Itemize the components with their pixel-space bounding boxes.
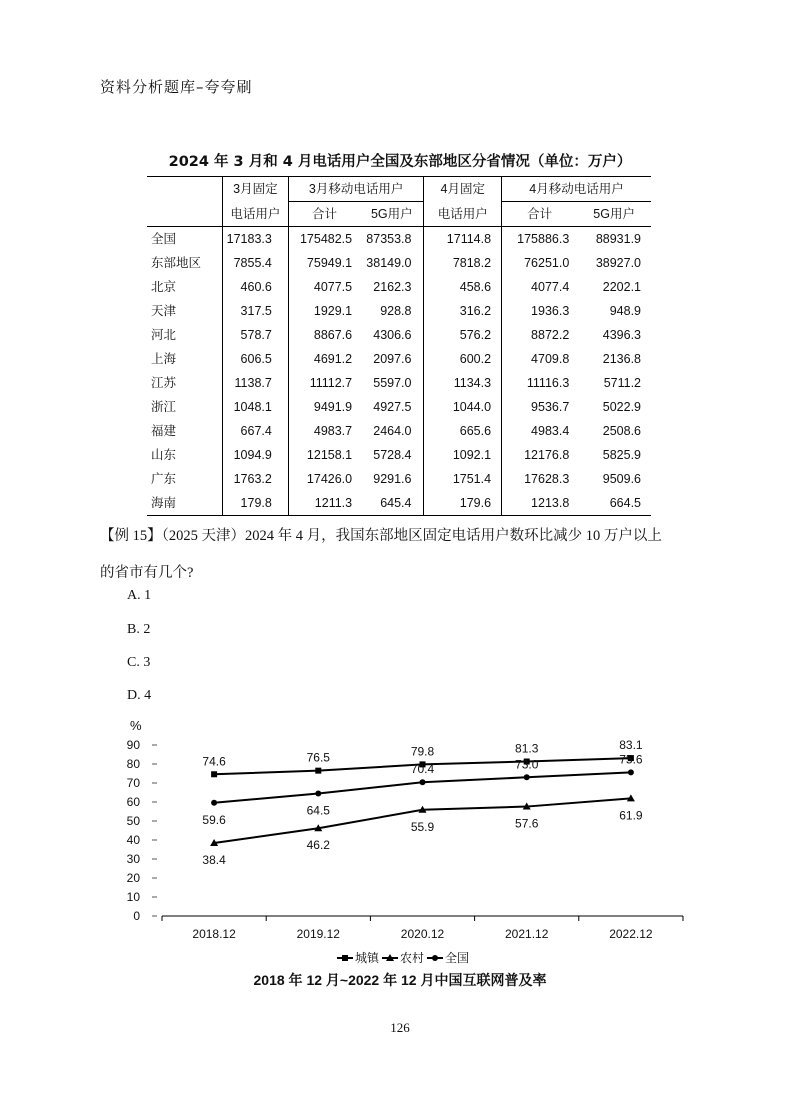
table-cell: 1138.7	[222, 371, 288, 395]
data-point	[315, 768, 321, 774]
table-cell: 8872.2	[502, 323, 578, 347]
table-cell: 11112.7	[288, 371, 360, 395]
data-label: 70.4	[410, 762, 435, 777]
table-cell: 38149.0	[366, 256, 412, 270]
table-row	[147, 395, 651, 419]
internet-penetration-chart	[0, 700, 800, 1000]
col-sub-header: 5G用户	[593, 207, 635, 221]
question-line: 的省市有几个?	[100, 565, 194, 581]
table-cell: 1092.1	[424, 443, 502, 467]
data-label: 74.6	[202, 754, 226, 769]
row-label: 全国	[151, 232, 177, 246]
table-cell: 8867.6	[288, 323, 360, 347]
table-cell: 928.8	[380, 304, 412, 318]
table-cell: 38927.0	[595, 256, 641, 270]
table-cell: 9536.7	[502, 395, 578, 419]
table-cell: 1044.0	[424, 395, 502, 419]
table-cell: 645.4	[380, 496, 412, 510]
y-tick-label: 80	[126, 757, 140, 771]
table-cell: 664.5	[609, 496, 641, 510]
x-tick-label: 2022.12	[609, 927, 653, 941]
table-cell: 458.6	[424, 275, 502, 299]
x-tick-label: 2018.12	[192, 927, 236, 941]
table-cell: 1763.2	[222, 467, 288, 491]
y-tick-label: 60	[126, 795, 140, 809]
table-cell: 1213.8	[502, 491, 578, 516]
data-label: 79.8	[410, 744, 435, 759]
row-label: 上海	[151, 352, 177, 366]
table-cell: 179.8	[222, 491, 288, 516]
option-b: B. 2	[127, 622, 151, 637]
table-cell: 316.2	[424, 299, 502, 323]
data-label: 75.6	[619, 752, 643, 767]
option-a: A. 1	[127, 588, 152, 603]
data-label: 76.5	[306, 750, 330, 765]
table-cell: 2136.8	[602, 352, 641, 366]
y-tick-label: 30	[126, 852, 140, 866]
table-row	[147, 251, 651, 275]
table-cell: 1048.1	[222, 395, 288, 419]
table-cell: 2202.1	[602, 280, 641, 294]
legend-marker	[432, 955, 438, 961]
table-cell: 460.6	[222, 275, 288, 299]
table-cell: 4927.5	[373, 400, 412, 414]
row-label: 海南	[151, 496, 177, 510]
data-label: 73.0	[515, 757, 539, 772]
row-label: 广东	[151, 472, 177, 486]
row-label: 天津	[151, 304, 177, 318]
y-tick-label: 50	[126, 814, 140, 828]
table-cell: 4983.4	[502, 419, 578, 443]
y-tick-label: 40	[126, 833, 140, 847]
data-label: 55.9	[410, 819, 435, 834]
table-row	[147, 443, 651, 467]
table-row	[147, 371, 651, 395]
y-axis-label: %	[130, 718, 142, 733]
table-row	[147, 299, 651, 323]
table-row	[147, 275, 651, 299]
data-label: 57.6	[515, 816, 539, 831]
table-cell: 4077.5	[288, 275, 360, 299]
table-cell: 665.6	[424, 419, 502, 443]
table-title: 2024 年 3 月和 4 月电话用户全国及东部地区分省情况（单位：万户）	[168, 154, 632, 170]
data-point	[420, 779, 426, 785]
row-label: 北京	[151, 280, 177, 294]
table-cell: 75949.1	[288, 251, 360, 275]
table-cell: 317.5	[222, 299, 288, 323]
data-label: 46.2	[306, 838, 330, 853]
data-label: 64.5	[306, 803, 330, 818]
table-cell: 948.9	[609, 304, 641, 318]
col-sub-header: 电话用户	[222, 202, 288, 227]
table-cell: 5825.9	[602, 448, 641, 462]
table-cell: 11116.3	[502, 371, 578, 395]
row-label: 江苏	[151, 376, 177, 390]
table-cell: 9509.6	[602, 472, 641, 486]
table-cell: 12176.8	[502, 443, 578, 467]
table-cell: 12158.1	[288, 443, 360, 467]
table-cell: 4983.7	[288, 419, 360, 443]
corner-cell	[147, 202, 222, 227]
y-tick-label: 20	[126, 871, 140, 885]
data-label: 59.6	[202, 812, 226, 827]
table-row	[147, 467, 651, 491]
y-tick-label: 0	[133, 909, 140, 923]
table-cell: 17628.3	[502, 467, 578, 491]
table-cell: 1929.1	[288, 299, 360, 323]
data-point	[211, 800, 217, 806]
table-row	[147, 491, 651, 516]
col-sub-header: 合计	[288, 202, 360, 227]
row-label: 东部地区	[151, 256, 202, 270]
table-cell: 76251.0	[502, 251, 578, 275]
row-label: 山东	[151, 448, 177, 462]
table-cell: 179.6	[424, 491, 502, 516]
table-cell: 87353.8	[366, 232, 412, 246]
table-cell: 2097.6	[373, 352, 412, 366]
table-cell: 7818.2	[424, 251, 502, 275]
table-cell: 2464.0	[373, 424, 412, 438]
chart-title: 2018 年 12 月~2022 年 12 月中国互联网普及率	[253, 972, 547, 988]
corner-cell	[147, 177, 222, 202]
table-cell: 4306.6	[373, 328, 412, 342]
y-tick-label: 90	[126, 738, 140, 752]
question-line: 【例 15】（2025 天津）2024 年 4 月，我国东部地区固定电话用户数环比减少 10 万户以上	[100, 528, 662, 544]
row-label: 浙江	[151, 400, 177, 414]
table-cell: 7855.4	[222, 251, 288, 275]
page-header: 资料分析题库–夸夸刷	[100, 78, 253, 96]
y-tick-label: 10	[126, 890, 140, 904]
table-cell: 576.2	[424, 323, 502, 347]
table-cell: 4691.2	[288, 347, 360, 371]
data-point	[628, 769, 634, 775]
data-label: 81.3	[515, 741, 539, 756]
phone-users-table	[147, 176, 651, 516]
table-cell: 5597.0	[373, 376, 412, 390]
table-cell: 606.5	[222, 347, 288, 371]
table-cell: 4077.4	[502, 275, 578, 299]
table-row	[147, 419, 651, 443]
row-label: 河北	[151, 328, 177, 342]
table-cell: 175886.3	[502, 227, 578, 252]
question-text	[100, 518, 710, 592]
data-point	[524, 774, 530, 780]
table-cell: 4709.8	[502, 347, 578, 371]
table-cell: 1751.4	[424, 467, 502, 491]
col-group-header: 4月固定	[424, 177, 502, 202]
table-cell: 1134.3	[424, 371, 502, 395]
table-cell: 600.2	[424, 347, 502, 371]
x-tick-label: 2020.12	[400, 927, 445, 941]
table-cell: 1211.3	[288, 491, 360, 516]
table-cell: 5022.9	[602, 400, 641, 414]
col-sub-header: 5G用户	[370, 207, 413, 221]
legend-label: 城镇	[355, 951, 380, 965]
table-row	[147, 227, 651, 252]
table-cell: 1094.9	[222, 443, 288, 467]
legend-label: 全国	[445, 951, 470, 965]
col-sub-header: 电话用户	[424, 202, 502, 227]
row-label: 福建	[151, 424, 177, 438]
table-cell: 175482.5	[288, 227, 360, 252]
data-point	[211, 771, 217, 777]
table-cell: 2508.6	[602, 424, 641, 438]
table-cell: 17426.0	[288, 467, 360, 491]
col-sub-header: 合计	[502, 202, 578, 227]
table-cell: 9491.9	[288, 395, 360, 419]
data-label: 38.4	[202, 853, 226, 868]
table-row	[147, 323, 651, 347]
table-cell: 9291.6	[373, 472, 412, 486]
table-cell: 2162.3	[373, 280, 412, 294]
table-cell: 4396.3	[602, 328, 641, 342]
option-d: D. 4	[127, 688, 152, 703]
data-label: 61.9	[619, 808, 643, 823]
table-cell: 1936.3	[502, 299, 578, 323]
x-tick-label: 2021.12	[505, 927, 549, 941]
table-cell: 5711.2	[603, 376, 641, 390]
legend-marker	[342, 955, 348, 961]
data-label: 83.1	[619, 738, 643, 753]
table-cell: 88931.9	[595, 232, 641, 246]
legend-label: 农村	[400, 951, 425, 965]
page-number: 126	[390, 1020, 410, 1035]
data-point	[315, 790, 321, 796]
x-tick-label: 2019.12	[296, 927, 340, 941]
table-cell: 667.4	[222, 419, 288, 443]
col-group-header: 4月移动电话用户	[502, 177, 651, 202]
table-cell: 5728.4	[373, 448, 412, 462]
y-tick-label: 70	[126, 776, 140, 790]
table-cell: 17183.3	[222, 227, 288, 252]
table-cell: 578.7	[222, 323, 288, 347]
option-c: C. 3	[127, 655, 151, 670]
series-line-全国	[214, 772, 631, 802]
table-cell: 17114.8	[424, 227, 502, 252]
col-group-header: 3月移动电话用户	[288, 177, 424, 202]
col-group-header: 3月固定	[222, 177, 288, 202]
table-row	[147, 347, 651, 371]
